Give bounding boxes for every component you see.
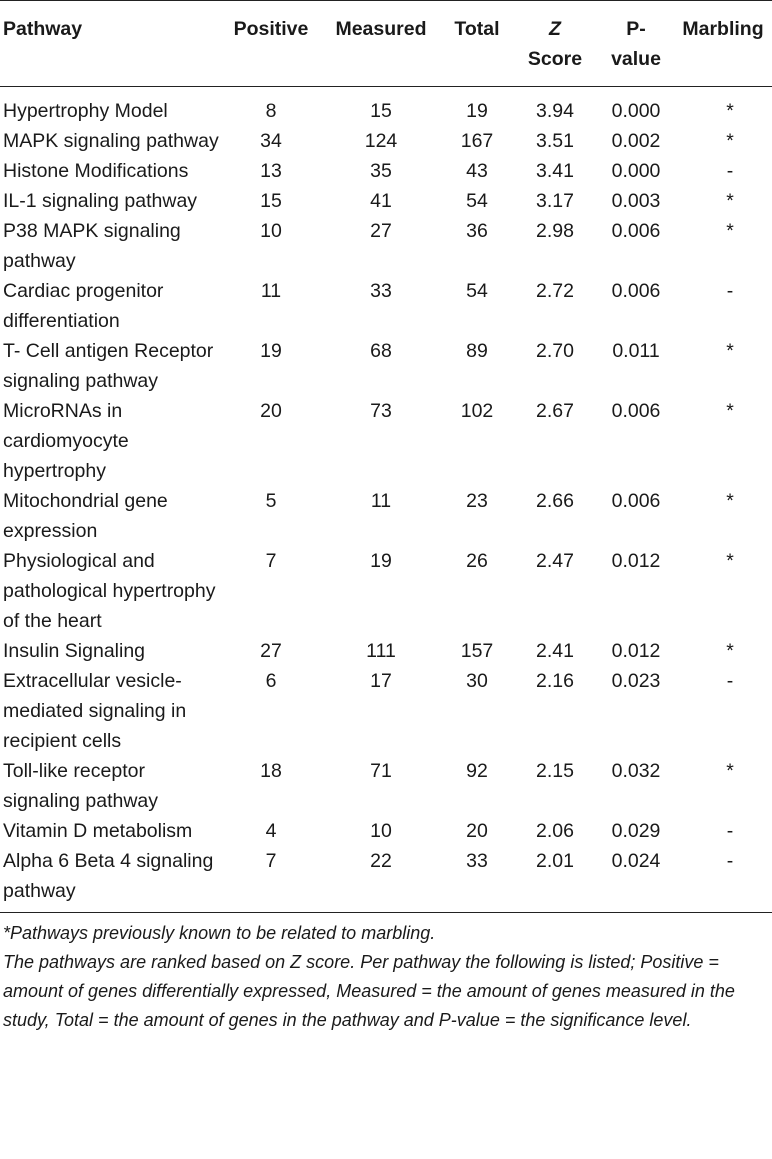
cell-pathway: IL-1 signaling pathway <box>3 190 198 212</box>
cell-total: 33 <box>442 846 512 913</box>
cell-total: 23 <box>466 490 488 512</box>
cell-marbling: - <box>726 670 734 692</box>
cell-total: 54 <box>466 190 488 212</box>
table-row <box>0 816 772 846</box>
table-row <box>0 87 772 127</box>
table-row <box>0 846 772 913</box>
cell-positive: 19 <box>260 340 282 362</box>
cell-measured: 124 <box>364 130 398 152</box>
cell-positive: 7 <box>265 550 277 572</box>
cell-p-value: 0.002 <box>611 130 661 152</box>
cell-z-score: 2.70 <box>536 340 574 362</box>
cell-marbling: - <box>726 280 734 302</box>
cell-measured: 111 <box>366 640 396 662</box>
cell-p-value: 0.000 <box>611 160 661 182</box>
cell-pathway: Insulin Signaling <box>3 640 146 662</box>
cell-z-score: 3.17 <box>536 190 574 212</box>
footnote-asterisk: *Pathways previously known to be related to marbling. <box>3 923 436 943</box>
header-pathway: Pathway <box>0 1 222 87</box>
cell-z-score: 2.01 <box>512 846 598 913</box>
cell-z-score: 2.72 <box>536 280 574 302</box>
cell-z-score: 3.41 <box>536 160 574 182</box>
cell-total: 43 <box>466 160 488 182</box>
cell-z-score: 3.51 <box>536 130 574 152</box>
cell-marbling: * <box>726 400 734 422</box>
cell-p-value: 0.006 <box>611 220 661 242</box>
cell-pathway: Vitamin D metabolism <box>3 820 193 842</box>
cell-pathway: Cardiac progenitor differentiation <box>3 280 164 332</box>
cell-total: 167 <box>460 130 494 152</box>
cell-measured: 19 <box>370 550 392 572</box>
cell-positive: 4 <box>265 820 277 842</box>
cell-marbling: * <box>726 340 734 362</box>
cell-p-value: 0.006 <box>611 280 661 302</box>
header-total: Total <box>442 1 512 87</box>
cell-measured: 11 <box>370 490 392 512</box>
cell-marbling: * <box>726 550 734 572</box>
cell-z-score: 2.66 <box>536 490 574 512</box>
cell-positive: 11 <box>260 280 282 302</box>
header-z-letter: Z <box>549 18 561 40</box>
cell-marbling: * <box>726 190 734 212</box>
table-row <box>0 186 772 216</box>
cell-marbling: - <box>726 820 734 842</box>
cell-p-value: 0.032 <box>611 760 661 782</box>
cell-total: 54 <box>466 280 488 302</box>
cell-positive: 5 <box>265 490 277 512</box>
cell-pathway: Physiological and pathological hypertrophy of the heart <box>3 550 216 632</box>
cell-pathway: Hypertrophy Model <box>3 100 168 122</box>
cell-marbling: * <box>726 490 734 512</box>
cell-pathway: Histone Modifications <box>3 160 189 182</box>
cell-marbling: - <box>726 160 734 182</box>
cell-total: 89 <box>466 340 488 362</box>
cell-measured: 35 <box>370 160 392 182</box>
footnote-description: The pathways are ranked based on Z score. Per pathway the following is listed; Positive = amount of genes differentially expressed, Measured = the amount of genes measured in the study, Total = the amount of genes in the pathway and P-value = the significance level. <box>3 952 735 1030</box>
table-footnotes <box>0 913 772 1035</box>
cell-positive: 8 <box>265 100 277 122</box>
cell-marbling: - <box>674 846 772 913</box>
cell-z-score: 2.47 <box>536 550 574 572</box>
cell-measured: 15 <box>370 100 392 122</box>
cell-measured: 73 <box>370 400 392 422</box>
cell-total: 19 <box>466 100 488 122</box>
cell-measured: 22 <box>320 846 442 913</box>
cell-p-value: 0.024 <box>598 846 674 913</box>
cell-pathway: MicroRNAs in cardiomyocyte hypertrophy <box>3 400 129 482</box>
table-row <box>0 756 772 816</box>
cell-positive: 15 <box>260 190 282 212</box>
cell-marbling: * <box>726 760 734 782</box>
cell-positive: 20 <box>260 400 282 422</box>
cell-positive: 10 <box>260 220 282 242</box>
cell-pathway: Alpha 6 Beta 4 signaling pathway <box>0 846 222 913</box>
cell-total: 30 <box>466 670 488 692</box>
cell-pathway: MAPK signaling pathway <box>3 130 219 152</box>
table-row <box>0 666 772 756</box>
cell-p-value: 0.011 <box>612 340 660 362</box>
cell-p-value: 0.003 <box>611 190 661 212</box>
cell-p-value: 0.012 <box>611 640 661 662</box>
cell-z-score: 2.06 <box>536 820 574 842</box>
header-positive: Positive <box>222 1 320 87</box>
cell-measured: 33 <box>370 280 392 302</box>
table-row <box>0 486 772 546</box>
table-body <box>0 87 772 913</box>
cell-p-value: 0.006 <box>611 490 661 512</box>
cell-z-score: 2.16 <box>536 670 574 692</box>
table-row <box>0 276 772 336</box>
header-z-word: Score <box>527 48 583 70</box>
header-p-line2: value <box>611 48 661 70</box>
cell-p-value: 0.006 <box>611 400 661 422</box>
cell-p-value: 0.029 <box>611 820 661 842</box>
cell-pathway: Toll-like receptor signaling pathway <box>3 760 159 812</box>
cell-positive: 6 <box>265 670 277 692</box>
cell-total: 92 <box>466 760 488 782</box>
cell-p-value: 0.000 <box>611 100 661 122</box>
cell-total: 102 <box>460 400 494 422</box>
header-measured: Measured <box>320 1 442 87</box>
cell-marbling: * <box>726 220 734 242</box>
cell-measured: 17 <box>370 670 392 692</box>
table-row <box>0 546 772 636</box>
cell-pathway: T- Cell antigen Receptor signaling pathway <box>3 340 214 392</box>
table-header-row <box>0 1 772 87</box>
header-p-line1: P- <box>626 18 646 40</box>
cell-p-value: 0.023 <box>611 670 661 692</box>
header-marbling: Marbling <box>674 1 772 87</box>
cell-positive: 13 <box>260 160 282 182</box>
header-p-value <box>598 1 674 87</box>
table-row <box>0 156 772 186</box>
cell-measured: 27 <box>370 220 392 242</box>
table-row <box>0 396 772 486</box>
cell-measured: 68 <box>370 340 392 362</box>
table-row <box>0 216 772 276</box>
cell-marbling: * <box>726 130 734 152</box>
cell-marbling: * <box>726 640 734 662</box>
cell-z-score: 2.98 <box>536 220 574 242</box>
table-row <box>0 636 772 666</box>
cell-p-value: 0.012 <box>611 550 661 572</box>
cell-measured: 71 <box>370 760 392 782</box>
cell-z-score: 2.15 <box>536 760 574 782</box>
cell-total: 157 <box>460 640 494 662</box>
cell-total: 26 <box>466 550 488 572</box>
cell-pathway: Mitochondrial gene expression <box>3 490 168 542</box>
cell-total: 20 <box>466 820 488 842</box>
cell-marbling: * <box>726 100 734 122</box>
cell-positive: 18 <box>260 760 282 782</box>
cell-pathway: Extracellular vesicle-mediated signaling in recipient cells <box>3 670 187 752</box>
table-row <box>0 126 772 156</box>
cell-positive: 27 <box>260 640 282 662</box>
cell-z-score: 2.67 <box>536 400 574 422</box>
cell-z-score: 2.41 <box>536 640 574 662</box>
cell-total: 36 <box>466 220 488 242</box>
cell-positive: 7 <box>222 846 320 913</box>
cell-measured: 10 <box>370 820 392 842</box>
header-z-score <box>512 1 598 87</box>
cell-measured: 41 <box>370 190 392 212</box>
table-row <box>0 336 772 396</box>
cell-pathway: P38 MAPK signaling pathway <box>3 220 181 272</box>
cell-positive: 34 <box>260 130 282 152</box>
cell-z-score: 3.94 <box>536 100 574 122</box>
